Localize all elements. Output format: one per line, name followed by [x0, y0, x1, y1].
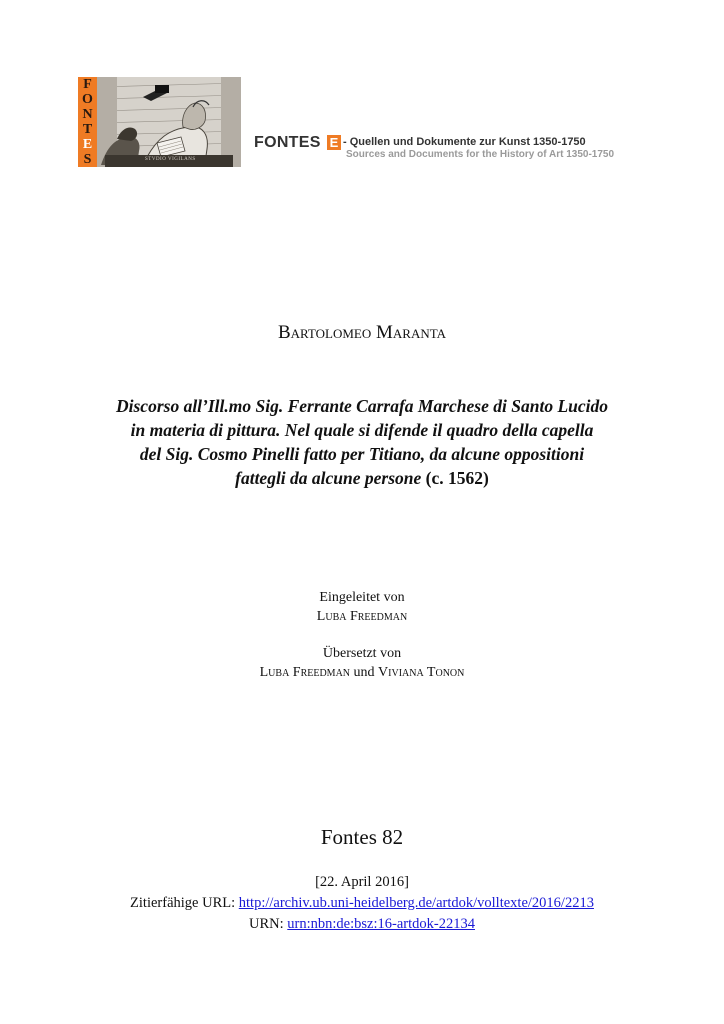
title-line: Discorso all’Ill.mo Sig. Ferrante Carrafa Marchese di Santo Lucido — [116, 396, 608, 416]
logo-letter: F — [83, 76, 92, 92]
intro-name: Luba Freedman — [316, 609, 408, 624]
translators — [0, 663, 724, 682]
title-line: in materia di pittura. Nel quale si difende il quadro della capella — [130, 420, 594, 440]
logo-letter: O — [82, 91, 93, 107]
series-title: Fontes 82 — [320, 825, 404, 849]
brand-name: FONTES — [254, 134, 321, 151]
translator-name: Luba Freedman — [259, 665, 351, 680]
engraving-illustration — [97, 77, 241, 167]
logo-letter: T — [82, 121, 93, 137]
title-date: (c. 1562) — [425, 468, 489, 488]
translator-conjunction: und — [353, 665, 375, 680]
title-line-last — [90, 466, 634, 490]
work-title — [90, 394, 634, 490]
author-name: Bartolomeo Maranta — [277, 322, 447, 343]
title-line: fattegli da alcune persone — [235, 468, 422, 488]
citation-url-link[interactable]: http://archiv.ub.uni-heidelberg.de/artdok/volltexte/2016/2213 — [238, 895, 594, 911]
logo-letter: N — [82, 106, 93, 122]
url-line — [0, 893, 724, 914]
translator-name: Viviana Tonon — [378, 665, 465, 680]
e-badge: E — [327, 135, 341, 150]
title-line: del Sig. Cosmo Pinelli fatto per Titiano, da alcune oppositioni — [139, 444, 585, 464]
translation-label: Übersetzt von — [322, 646, 402, 661]
logo-caption: STVDIO VIGILANS — [145, 157, 196, 162]
logo-letter: E — [82, 136, 93, 152]
urn-link[interactable]: urn:nbn:de:bsz:16-artdok-22134 — [287, 916, 475, 932]
logo-letter: S — [83, 151, 92, 167]
tagline-english: Sources and Documents for the History of Art 1350-1750 — [346, 149, 615, 160]
intro-label: Eingeleitet von — [319, 590, 405, 605]
url-label: Zitierfähige URL: — [130, 895, 236, 911]
citation-info — [0, 872, 724, 935]
scholar-engraving-image — [97, 77, 241, 167]
publication-date: [22. April 2016] — [315, 874, 409, 890]
logo-letter-strip — [78, 77, 97, 167]
urn-label: URN: — [249, 916, 284, 932]
fontes-logo — [78, 77, 241, 167]
urn-line — [0, 914, 724, 935]
credits — [0, 588, 724, 682]
tagline-german: - Quellen und Dokumente zur Kunst 1350-1750 — [343, 136, 586, 148]
